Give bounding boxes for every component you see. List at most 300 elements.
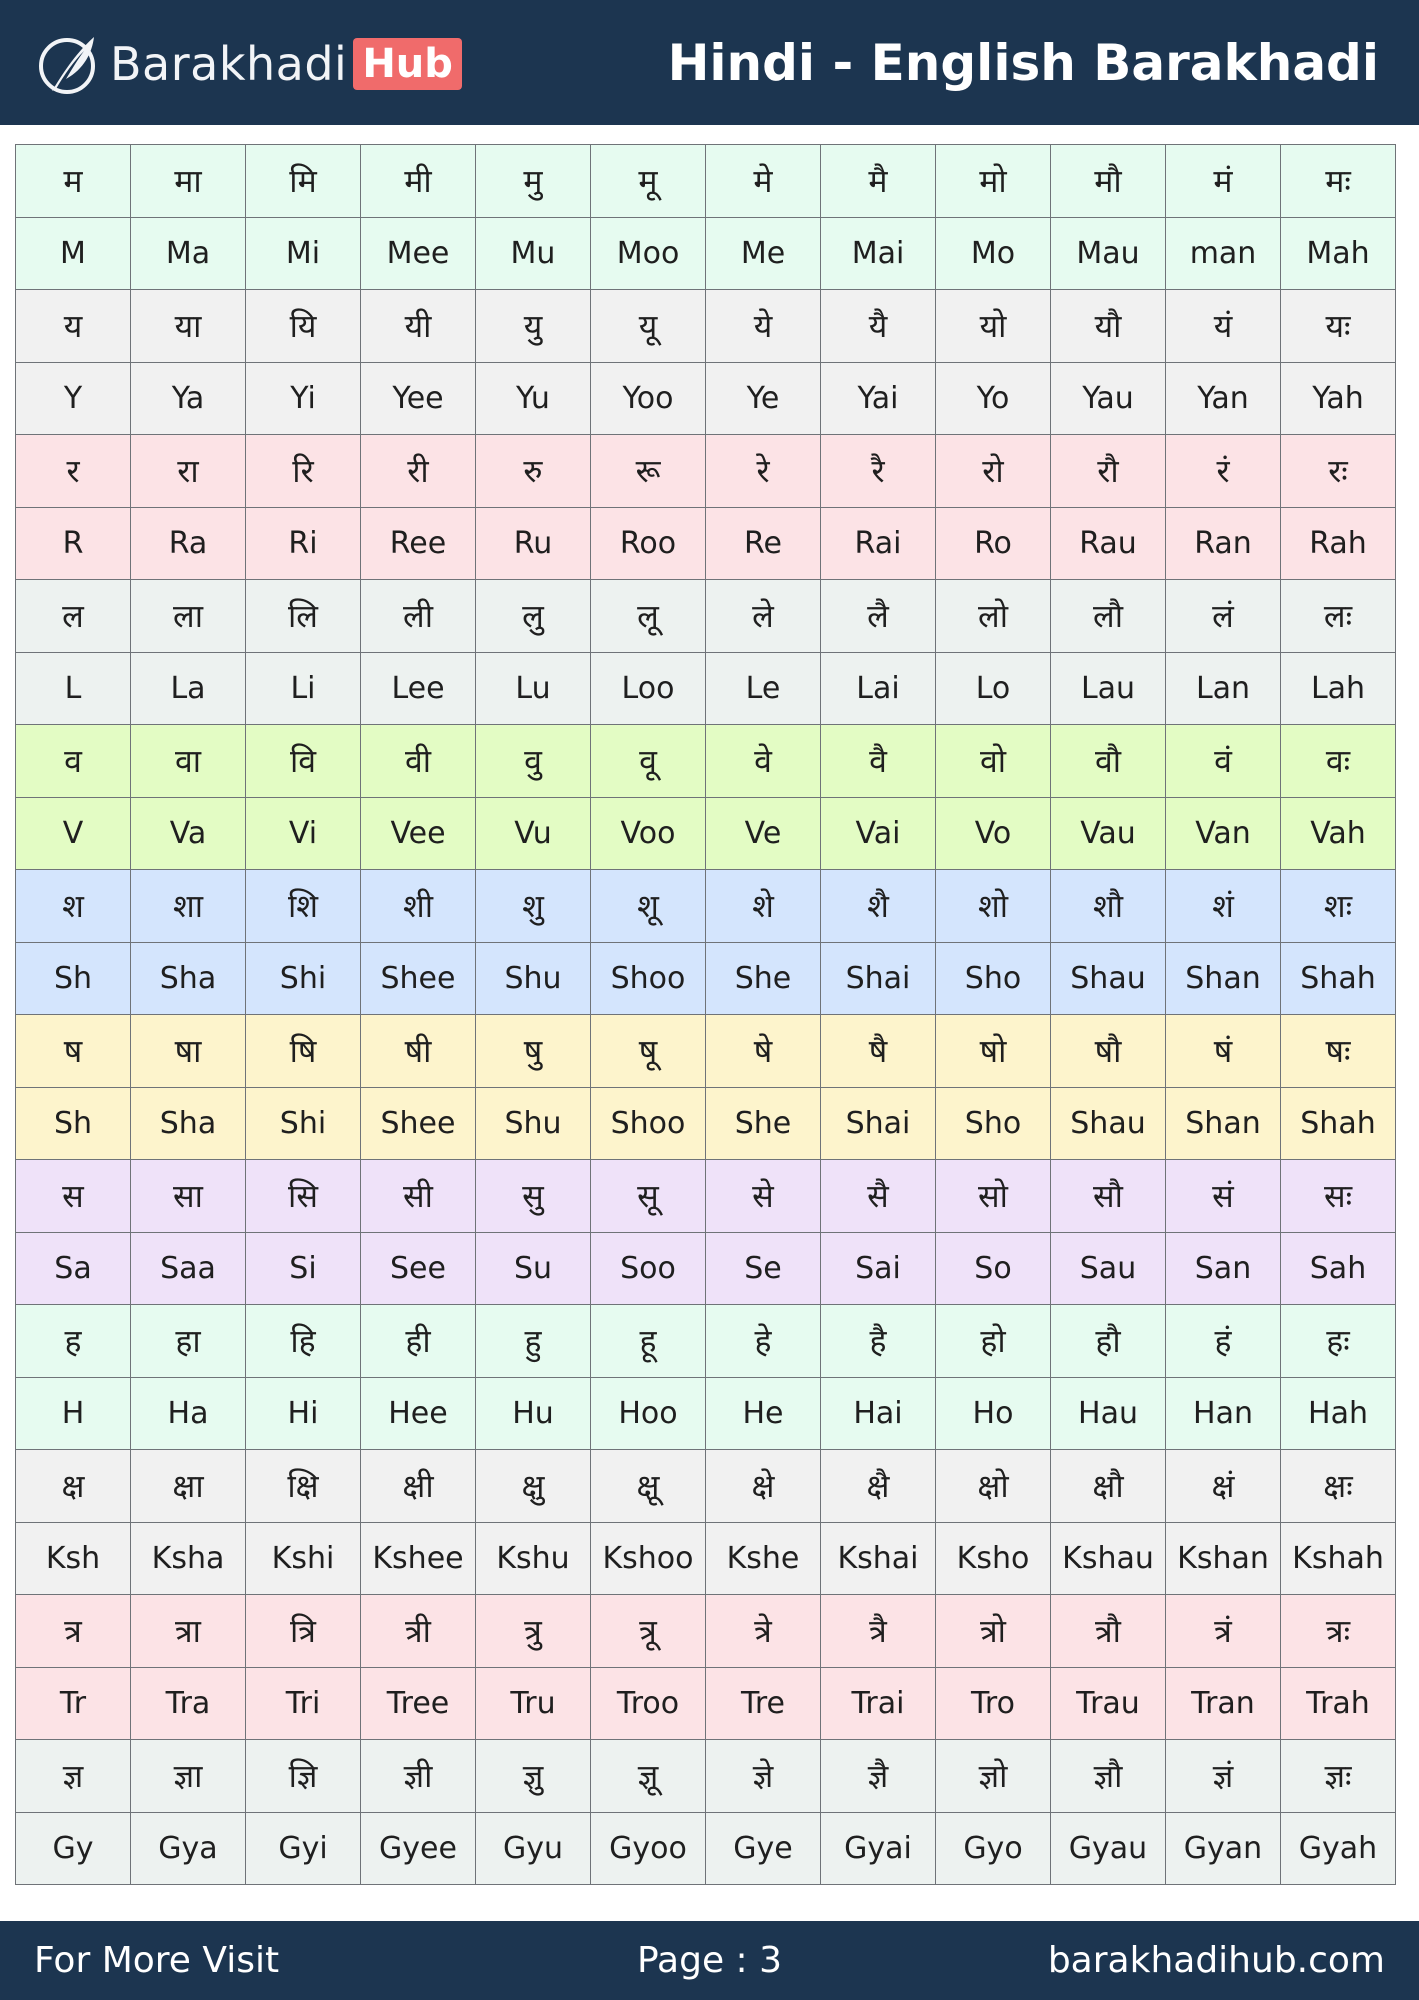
hindi-syllable-cell: सी <box>361 1160 476 1233</box>
english-syllable-cell: Ri <box>246 507 361 580</box>
english-syllable-cell: Mi <box>246 217 361 290</box>
hindi-syllable-cell: क्षी <box>361 1450 476 1523</box>
hindi-syllable-cell: व <box>16 725 131 798</box>
english-syllable-cell: Kshau <box>1051 1522 1166 1595</box>
hindi-syllable-cell: यै <box>821 290 936 363</box>
hindi-syllable-cell: हौ <box>1051 1305 1166 1378</box>
english-syllable-cell: She <box>706 1087 821 1160</box>
hindi-row <box>16 580 1396 653</box>
english-syllable-cell: Roo <box>591 507 706 580</box>
english-syllable-cell: Ksho <box>936 1522 1051 1595</box>
hindi-syllable-cell: क्षा <box>131 1450 246 1523</box>
english-syllable-cell: Sa <box>16 1232 131 1305</box>
english-syllable-cell: Shan <box>1166 1087 1281 1160</box>
hindi-syllable-cell: ह <box>16 1305 131 1378</box>
hindi-syllable-cell: वः <box>1281 725 1396 798</box>
hindi-syllable-cell: यू <box>591 290 706 363</box>
hindi-syllable-cell: शि <box>246 870 361 943</box>
english-syllable-cell: Hi <box>246 1377 361 1450</box>
english-syllable-cell: Han <box>1166 1377 1281 1450</box>
hindi-syllable-cell: मं <box>1166 145 1281 218</box>
hindi-syllable-cell: लू <box>591 580 706 653</box>
hindi-syllable-cell: क्षू <box>591 1450 706 1523</box>
hindi-syllable-cell: यौ <box>1051 290 1166 363</box>
english-row <box>16 1667 1396 1740</box>
hindi-syllable-cell: वू <box>591 725 706 798</box>
hindi-syllable-cell: ले <box>706 580 821 653</box>
hindi-syllable-cell: षे <box>706 1015 821 1088</box>
english-syllable-cell: He <box>706 1377 821 1450</box>
hindi-syllable-cell: शौ <box>1051 870 1166 943</box>
english-syllable-cell: Mau <box>1051 217 1166 290</box>
hindi-syllable-cell: त्रं <box>1166 1595 1281 1668</box>
hindi-syllable-cell: मौ <box>1051 145 1166 218</box>
english-syllable-cell: Su <box>476 1232 591 1305</box>
hindi-syllable-cell: क्षि <box>246 1450 361 1523</box>
english-row <box>16 1087 1396 1160</box>
hindi-syllable-cell: ज्ञं <box>1166 1740 1281 1813</box>
hindi-syllable-cell: वि <box>246 725 361 798</box>
english-syllable-cell: Ma <box>131 217 246 290</box>
hindi-syllable-cell: वा <box>131 725 246 798</box>
hindi-syllable-cell: री <box>361 435 476 508</box>
english-syllable-cell: Yo <box>936 362 1051 435</box>
english-syllable-cell: San <box>1166 1232 1281 1305</box>
hindi-syllable-cell: वो <box>936 725 1051 798</box>
hindi-syllable-cell: त्रू <box>591 1595 706 1668</box>
hindi-syllable-cell: यं <box>1166 290 1281 363</box>
english-syllable-cell: Ro <box>936 507 1051 580</box>
hindi-syllable-cell: म <box>16 145 131 218</box>
hindi-row <box>16 1450 1396 1523</box>
hindi-syllable-cell: शू <box>591 870 706 943</box>
hindi-syllable-cell: ल <box>16 580 131 653</box>
hindi-syllable-cell: षो <box>936 1015 1051 1088</box>
hindi-syllable-cell: ज्ञे <box>706 1740 821 1813</box>
english-syllable-cell: Shu <box>476 942 591 1015</box>
hindi-syllable-cell: षै <box>821 1015 936 1088</box>
hindi-syllable-cell: रा <box>131 435 246 508</box>
english-row <box>16 942 1396 1015</box>
hindi-syllable-cell: त्रा <box>131 1595 246 1668</box>
english-syllable-cell: Shah <box>1281 1087 1396 1160</box>
english-syllable-cell: Si <box>246 1232 361 1305</box>
hindi-syllable-cell: लि <box>246 580 361 653</box>
english-syllable-cell: Lan <box>1166 652 1281 725</box>
hindi-row <box>16 1015 1396 1088</box>
hindi-syllable-cell: क्षः <box>1281 1450 1396 1523</box>
hindi-row <box>16 1160 1396 1233</box>
english-syllable-cell: Saa <box>131 1232 246 1305</box>
english-syllable-cell: Shai <box>821 942 936 1015</box>
english-syllable-cell: Sh <box>16 1087 131 1160</box>
english-syllable-cell: Hoo <box>591 1377 706 1450</box>
hindi-syllable-cell: त्रु <box>476 1595 591 1668</box>
english-syllable-cell: Sho <box>936 1087 1051 1160</box>
hindi-syllable-cell: श <box>16 870 131 943</box>
english-syllable-cell: Shah <box>1281 942 1396 1015</box>
hindi-syllable-cell: षं <box>1166 1015 1281 1088</box>
english-syllable-cell: Mee <box>361 217 476 290</box>
hindi-syllable-cell: मः <box>1281 145 1396 218</box>
hindi-syllable-cell: मि <box>246 145 361 218</box>
english-row <box>16 1232 1396 1305</box>
english-syllable-cell: Sah <box>1281 1232 1396 1305</box>
english-syllable-cell: Ran <box>1166 507 1281 580</box>
hindi-syllable-cell: सा <box>131 1160 246 1233</box>
english-syllable-cell: Shai <box>821 1087 936 1160</box>
hindi-syllable-cell: मु <box>476 145 591 218</box>
hindi-syllable-cell: ला <box>131 580 246 653</box>
english-syllable-cell: Shan <box>1166 942 1281 1015</box>
english-syllable-cell: Gyu <box>476 1812 591 1885</box>
english-syllable-cell: Vi <box>246 797 361 870</box>
english-syllable-cell: Tru <box>476 1667 591 1740</box>
english-syllable-cell: Kshai <box>821 1522 936 1595</box>
english-syllable-cell: Sha <box>131 942 246 1015</box>
hindi-syllable-cell: लु <box>476 580 591 653</box>
english-syllable-cell: Shee <box>361 942 476 1015</box>
hindi-syllable-cell: षा <box>131 1015 246 1088</box>
english-syllable-cell: Vah <box>1281 797 1396 870</box>
english-syllable-cell: Gye <box>706 1812 821 1885</box>
hindi-syllable-cell: मे <box>706 145 821 218</box>
english-syllable-cell: Vee <box>361 797 476 870</box>
english-syllable-cell: Kshah <box>1281 1522 1396 1595</box>
english-syllable-cell: Shau <box>1051 1087 1166 1160</box>
english-row <box>16 362 1396 435</box>
hindi-syllable-cell: सु <box>476 1160 591 1233</box>
english-syllable-cell: Tri <box>246 1667 361 1740</box>
english-syllable-cell: V <box>16 797 131 870</box>
english-syllable-cell: Lo <box>936 652 1051 725</box>
hindi-row <box>16 725 1396 798</box>
english-syllable-cell: L <box>16 652 131 725</box>
english-syllable-cell: Lai <box>821 652 936 725</box>
hindi-syllable-cell: त्र <box>16 1595 131 1668</box>
english-syllable-cell: Yah <box>1281 362 1396 435</box>
hindi-syllable-cell: यु <box>476 290 591 363</box>
hindi-syllable-cell: षु <box>476 1015 591 1088</box>
hindi-syllable-cell: ज्ञो <box>936 1740 1051 1813</box>
page-number: Page : 3 <box>636 1940 783 1981</box>
hindi-syllable-cell: ज्ञि <box>246 1740 361 1813</box>
hindi-syllable-cell: ली <box>361 580 476 653</box>
hindi-syllable-cell: शो <box>936 870 1051 943</box>
hindi-syllable-cell: रौ <box>1051 435 1166 508</box>
hindi-syllable-cell: रे <box>706 435 821 508</box>
english-row <box>16 1377 1396 1450</box>
english-syllable-cell: So <box>936 1232 1051 1305</box>
english-syllable-cell: Sho <box>936 942 1051 1015</box>
hindi-syllable-cell: लो <box>936 580 1051 653</box>
english-syllable-cell: Yi <box>246 362 361 435</box>
hindi-syllable-cell: सौ <box>1051 1160 1166 1233</box>
english-syllable-cell: Kshe <box>706 1522 821 1595</box>
english-syllable-cell: Ru <box>476 507 591 580</box>
english-syllable-cell: Ho <box>936 1377 1051 1450</box>
hindi-row <box>16 1595 1396 1668</box>
english-syllable-cell: Vo <box>936 797 1051 870</box>
hindi-syllable-cell: रं <box>1166 435 1281 508</box>
hindi-syllable-cell: सं <box>1166 1160 1281 1233</box>
page-footer <box>0 1921 1419 2000</box>
english-syllable-cell: Yau <box>1051 362 1166 435</box>
english-syllable-cell: Yoo <box>591 362 706 435</box>
english-row <box>16 217 1396 290</box>
hindi-syllable-cell: क्षो <box>936 1450 1051 1523</box>
hindi-syllable-cell: ज्ञू <box>591 1740 706 1813</box>
english-syllable-cell: Ya <box>131 362 246 435</box>
english-syllable-cell: Ve <box>706 797 821 870</box>
hindi-syllable-cell: शं <box>1166 870 1281 943</box>
hindi-syllable-cell: य <box>16 290 131 363</box>
hindi-syllable-cell: क्षं <box>1166 1450 1281 1523</box>
hindi-syllable-cell: ये <box>706 290 821 363</box>
english-syllable-cell: Tro <box>936 1667 1051 1740</box>
english-syllable-cell: Re <box>706 507 821 580</box>
english-syllable-cell: Gyee <box>361 1812 476 1885</box>
hindi-syllable-cell: क्षै <box>821 1450 936 1523</box>
english-syllable-cell: La <box>131 652 246 725</box>
english-syllable-cell: Moo <box>591 217 706 290</box>
hindi-syllable-cell: ज्ञु <box>476 1740 591 1813</box>
hindi-syllable-cell: षि <box>246 1015 361 1088</box>
english-syllable-cell: Troo <box>591 1667 706 1740</box>
english-syllable-cell: Shi <box>246 1087 361 1160</box>
english-syllable-cell: Kshee <box>361 1522 476 1595</box>
english-syllable-cell: Soo <box>591 1232 706 1305</box>
english-row <box>16 652 1396 725</box>
hindi-syllable-cell: सो <box>936 1160 1051 1233</box>
hindi-syllable-cell: हं <box>1166 1305 1281 1378</box>
hindi-syllable-cell: क्षौ <box>1051 1450 1166 1523</box>
english-syllable-cell: Shau <box>1051 942 1166 1015</box>
hindi-syllable-cell: रै <box>821 435 936 508</box>
hindi-row <box>16 290 1396 363</box>
english-syllable-cell: Shu <box>476 1087 591 1160</box>
english-syllable-cell: H <box>16 1377 131 1450</box>
english-syllable-cell: Mai <box>821 217 936 290</box>
english-syllable-cell: Trai <box>821 1667 936 1740</box>
english-syllable-cell: R <box>16 507 131 580</box>
english-syllable-cell: Sau <box>1051 1232 1166 1305</box>
english-syllable-cell: Sai <box>821 1232 936 1305</box>
english-syllable-cell: M <box>16 217 131 290</box>
english-syllable-cell: Lee <box>361 652 476 725</box>
hindi-syllable-cell: सै <box>821 1160 936 1233</box>
website-link[interactable]: barakhadihub.com <box>1047 1940 1385 1981</box>
hindi-syllable-cell: यी <box>361 290 476 363</box>
hindi-syllable-cell: हः <box>1281 1305 1396 1378</box>
hindi-syllable-cell: त्री <box>361 1595 476 1668</box>
english-syllable-cell: Va <box>131 797 246 870</box>
barakhadi-table <box>15 144 1396 1885</box>
hindi-syllable-cell: क्ष <box>16 1450 131 1523</box>
english-syllable-cell: Loo <box>591 652 706 725</box>
hindi-syllable-cell: क्षु <box>476 1450 591 1523</box>
hindi-syllable-cell: वं <box>1166 725 1281 798</box>
english-syllable-cell: Yu <box>476 362 591 435</box>
hindi-syllable-cell: यो <box>936 290 1051 363</box>
hindi-syllable-cell: षौ <box>1051 1015 1166 1088</box>
hindi-syllable-cell: त्रः <box>1281 1595 1396 1668</box>
hindi-syllable-cell: रु <box>476 435 591 508</box>
english-syllable-cell: Hau <box>1051 1377 1166 1450</box>
hindi-row <box>16 870 1396 943</box>
hindi-syllable-cell: लै <box>821 580 936 653</box>
english-syllable-cell: Ree <box>361 507 476 580</box>
hindi-syllable-cell: लः <box>1281 580 1396 653</box>
hindi-syllable-cell: त्रि <box>246 1595 361 1668</box>
english-syllable-cell: Lah <box>1281 652 1396 725</box>
hindi-syllable-cell: ष <box>16 1015 131 1088</box>
hindi-syllable-cell: हे <box>706 1305 821 1378</box>
english-syllable-cell: Le <box>706 652 821 725</box>
hindi-syllable-cell: सू <box>591 1160 706 1233</box>
english-syllable-cell: Gyi <box>246 1812 361 1885</box>
english-syllable-cell: Vu <box>476 797 591 870</box>
hindi-syllable-cell: षू <box>591 1015 706 1088</box>
english-syllable-cell: Hee <box>361 1377 476 1450</box>
english-syllable-cell: Rai <box>821 507 936 580</box>
english-syllable-cell: Shi <box>246 942 361 1015</box>
hindi-syllable-cell: शा <box>131 870 246 943</box>
hindi-syllable-cell: हा <box>131 1305 246 1378</box>
english-syllable-cell: man <box>1166 217 1281 290</box>
english-syllable-cell: Tre <box>706 1667 821 1740</box>
hindi-syllable-cell: है <box>821 1305 936 1378</box>
hindi-syllable-cell: वे <box>706 725 821 798</box>
english-syllable-cell: Mah <box>1281 217 1396 290</box>
english-syllable-cell: Y <box>16 362 131 435</box>
english-row <box>16 1812 1396 1885</box>
english-syllable-cell: Ksha <box>131 1522 246 1595</box>
english-syllable-cell: Kshu <box>476 1522 591 1595</box>
hindi-syllable-cell: मै <box>821 145 936 218</box>
english-syllable-cell: Ye <box>706 362 821 435</box>
hindi-syllable-cell: शु <box>476 870 591 943</box>
hindi-syllable-cell: ज्ञौ <box>1051 1740 1166 1813</box>
hindi-syllable-cell: वौ <box>1051 725 1166 798</box>
english-syllable-cell: Shee <box>361 1087 476 1160</box>
hindi-syllable-cell: मो <box>936 145 1051 218</box>
brand-badge: Hub <box>353 38 462 90</box>
brand-logo[interactable] <box>36 30 462 98</box>
hindi-syllable-cell: र <box>16 435 131 508</box>
hindi-syllable-cell: ज्ञै <box>821 1740 936 1813</box>
english-syllable-cell: Kshan <box>1166 1522 1281 1595</box>
hindi-syllable-cell: मू <box>591 145 706 218</box>
hindi-syllable-cell: त्रे <box>706 1595 821 1668</box>
hindi-row <box>16 435 1396 508</box>
hindi-syllable-cell: स <box>16 1160 131 1233</box>
hindi-syllable-cell: हो <box>936 1305 1051 1378</box>
hindi-syllable-cell: त्रै <box>821 1595 936 1668</box>
english-syllable-cell: Kshoo <box>591 1522 706 1595</box>
hindi-syllable-cell: सः <box>1281 1160 1396 1233</box>
hindi-syllable-cell: त्रो <box>936 1595 1051 1668</box>
english-syllable-cell: Vai <box>821 797 936 870</box>
english-syllable-cell: Tree <box>361 1667 476 1740</box>
hindi-syllable-cell: षः <box>1281 1015 1396 1088</box>
english-syllable-cell: Yai <box>821 362 936 435</box>
english-syllable-cell: Li <box>246 652 361 725</box>
hindi-syllable-cell: रः <box>1281 435 1396 508</box>
english-syllable-cell: Lu <box>476 652 591 725</box>
hindi-row <box>16 1305 1396 1378</box>
hindi-syllable-cell: हू <box>591 1305 706 1378</box>
english-syllable-cell: Rah <box>1281 507 1396 580</box>
english-row <box>16 1522 1396 1595</box>
hindi-syllable-cell: रू <box>591 435 706 508</box>
hindi-row <box>16 1740 1396 1813</box>
english-syllable-cell: She <box>706 942 821 1015</box>
english-syllable-cell: Shoo <box>591 942 706 1015</box>
english-syllable-cell: Ksh <box>16 1522 131 1595</box>
english-syllable-cell: Se <box>706 1232 821 1305</box>
english-syllable-cell: Gyah <box>1281 1812 1396 1885</box>
hindi-syllable-cell: शे <box>706 870 821 943</box>
english-syllable-cell: Gyan <box>1166 1812 1281 1885</box>
hindi-syllable-cell: वी <box>361 725 476 798</box>
english-syllable-cell: Trau <box>1051 1667 1166 1740</box>
english-syllable-cell: Kshi <box>246 1522 361 1595</box>
english-syllable-cell: Gyai <box>821 1812 936 1885</box>
hindi-syllable-cell: सि <box>246 1160 361 1233</box>
english-syllable-cell: Sh <box>16 942 131 1015</box>
hindi-syllable-cell: शः <box>1281 870 1396 943</box>
hindi-syllable-cell: शी <box>361 870 476 943</box>
english-syllable-cell: Tra <box>131 1667 246 1740</box>
hindi-syllable-cell: वै <box>821 725 936 798</box>
hindi-syllable-cell: हु <box>476 1305 591 1378</box>
hindi-syllable-cell: ज्ञी <box>361 1740 476 1813</box>
english-syllable-cell: Gyo <box>936 1812 1051 1885</box>
english-syllable-cell: Mo <box>936 217 1051 290</box>
english-syllable-cell: See <box>361 1232 476 1305</box>
hindi-syllable-cell: मी <box>361 145 476 218</box>
hindi-syllable-cell: ज्ञः <box>1281 1740 1396 1813</box>
english-syllable-cell: Vau <box>1051 797 1166 870</box>
english-syllable-cell: Yee <box>361 362 476 435</box>
hindi-syllable-cell: रो <box>936 435 1051 508</box>
hindi-syllable-cell: ज्ञा <box>131 1740 246 1813</box>
hindi-syllable-cell: ज्ञ <box>16 1740 131 1813</box>
brand-name: Barakhadi <box>110 37 348 91</box>
page-title: Hindi - English Barakhadi <box>667 34 1379 92</box>
english-syllable-cell: Ra <box>131 507 246 580</box>
english-syllable-cell: Gyau <box>1051 1812 1166 1885</box>
english-syllable-cell: Hu <box>476 1377 591 1450</box>
hindi-syllable-cell: से <box>706 1160 821 1233</box>
english-syllable-cell: Gyoo <box>591 1812 706 1885</box>
hindi-syllable-cell: त्रौ <box>1051 1595 1166 1668</box>
hindi-syllable-cell: यि <box>246 290 361 363</box>
page-header <box>0 0 1419 125</box>
english-syllable-cell: Gya <box>131 1812 246 1885</box>
english-syllable-cell: Trah <box>1281 1667 1396 1740</box>
quill-feather-icon <box>36 31 102 97</box>
hindi-syllable-cell: क्षे <box>706 1450 821 1523</box>
english-syllable-cell: Gy <box>16 1812 131 1885</box>
english-syllable-cell: Tran <box>1166 1667 1281 1740</box>
english-syllable-cell: Sha <box>131 1087 246 1160</box>
hindi-syllable-cell: मा <box>131 145 246 218</box>
hindi-row <box>16 145 1396 218</box>
hindi-syllable-cell: रि <box>246 435 361 508</box>
english-syllable-cell: Yan <box>1166 362 1281 435</box>
